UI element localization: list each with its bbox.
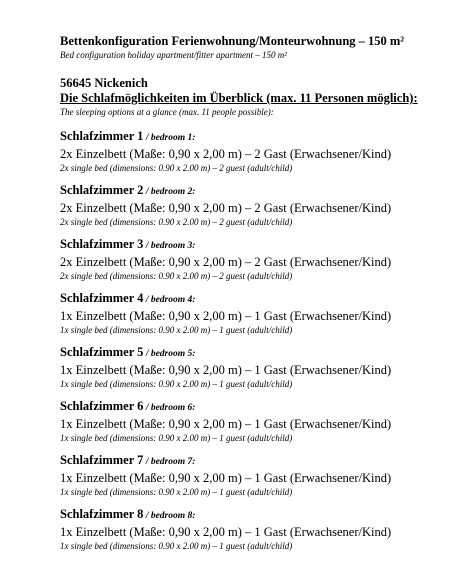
bed-description: 1x Einzelbett (Maße: 0,90 x 2,00 m) – 1 Gast (Erwachsener/Kind) [60,309,392,323]
bedroom-block [60,506,391,552]
bedroom-name: Schlafzimmer 2 [60,183,144,197]
bed-description: 1x Einzelbett (Maße: 0,90 x 2,00 m) – 1 Gast (Erwachsener/Kind) [60,363,392,377]
bedroom-block [60,344,391,390]
bed-description: 1x Einzelbett (Maße: 0,90 x 2,00 m) – 1 Gast (Erwachsener/Kind) [60,525,392,539]
bedroom-name: Schlafzimmer 1 [60,129,144,143]
bed-description-en: 1x single bed (dimensions: 0.90 x 2.00 m) – 1 guest (adult/child) [60,325,293,335]
overview-section [60,76,418,118]
bedroom-name: Schlafzimmer 6 [60,399,144,413]
bedroom-block [60,398,391,444]
bedroom-name: Schlafzimmer 8 [60,507,144,521]
bedroom-name: Schlafzimmer 3 [60,237,144,251]
location-line: 56645 Nickenich [60,76,148,90]
bedroom-name-en: / bedroom 3: [143,241,196,251]
bed-description-en: 1x single bed (dimensions: 0.90 x 2.00 m) – 1 guest (adult/child) [60,379,293,389]
bedroom-name-en: / bedroom 4: [143,295,196,305]
bed-description: 1x Einzelbett (Maße: 0,90 x 2,00 m) – 1 Gast (Erwachsener/Kind) [60,417,392,431]
bed-description: 2x Einzelbett (Maße: 0,90 x 2,00 m) – 2 Gast (Erwachsener/Kind) [60,255,392,269]
bedroom-name-en: / bedroom 8: [143,511,196,521]
bedroom-name-en: / bedroom 2: [143,187,196,197]
bedroom-block [60,128,391,174]
bedroom-block [60,290,391,336]
bedroom-name-en: / bedroom 5: [143,349,196,359]
bed-description-en: 2x single bed (dimensions: 0.90 x 2.00 m) – 2 guest (adult/child) [60,163,293,173]
overview-subtitle: The sleeping options at a glance (max. 11 people possible): [60,107,274,117]
bedroom-name: Schlafzimmer 5 [60,345,144,359]
bedroom-block [60,182,391,228]
document-subtitle: Bed configuration holiday apartment/fitter apartment – 150 m² [60,50,287,60]
bedroom-name: Schlafzimmer 7 [60,453,144,467]
overview-title: Die Schlafmöglichkeiten im Überblick (max. 11 Personen möglich): [60,91,418,105]
bed-description-en: 2x single bed (dimensions: 0.90 x 2.00 m) – 2 guest (adult/child) [60,217,293,227]
document-header [60,34,404,61]
bed-description: 2x Einzelbett (Maße: 0,90 x 2,00 m) – 2 Gast (Erwachsener/Kind) [60,147,392,161]
bed-description: 1x Einzelbett (Maße: 0,90 x 2,00 m) – 1 Gast (Erwachsener/Kind) [60,471,392,485]
bed-description-en: 1x single bed (dimensions: 0.90 x 2.00 m) – 1 guest (adult/child) [60,433,293,443]
bed-description-en: 1x single bed (dimensions: 0.90 x 2.00 m) – 1 guest (adult/child) [60,487,293,497]
bedroom-name-en: / bedroom 1: [143,133,196,143]
bedroom-name: Schlafzimmer 4 [60,291,144,305]
bedroom-name-en: / bedroom 7: [143,457,196,467]
bed-description-en: 2x single bed (dimensions: 0.90 x 2.00 m) – 2 guest (adult/child) [60,271,293,281]
document-title: Bettenkonfiguration Ferienwohnung/Monteurwohnung – 150 m² [60,34,405,48]
bed-description-en: 1x single bed (dimensions: 0.90 x 2.00 m) – 1 guest (adult/child) [60,541,293,551]
bedroom-block [60,452,391,498]
bedroom-block [60,236,391,282]
bed-description: 2x Einzelbett (Maße: 0,90 x 2,00 m) – 2 Gast (Erwachsener/Kind) [60,201,392,215]
bedroom-name-en: / bedroom 6: [143,403,196,413]
